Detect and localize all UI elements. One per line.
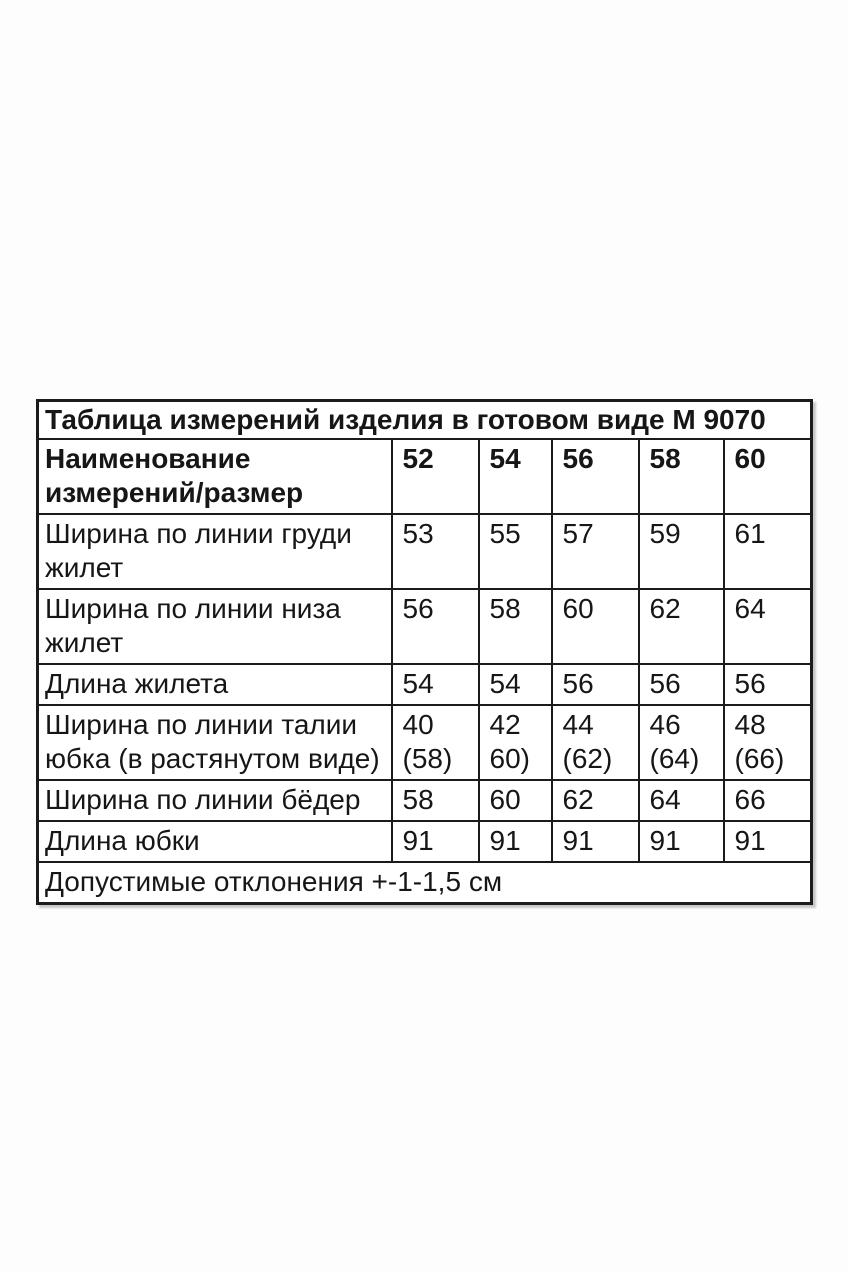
cell-value: 91 (552, 821, 639, 862)
header-size-58: 58 (639, 439, 724, 514)
cell-value: 53 (392, 514, 479, 589)
cell-value: 61 (724, 514, 812, 589)
cell-value: 91 (724, 821, 812, 862)
cell-value: 44 (62) (552, 705, 639, 780)
cell-value: 58 (479, 589, 552, 664)
table-row-waist-width-skirt (38, 705, 812, 780)
header-size-56: 56 (552, 439, 639, 514)
cell-value: 54 (479, 664, 552, 705)
cell-value: 42 60) (479, 705, 552, 780)
header-size-54: 54 (479, 439, 552, 514)
table-header-row (38, 439, 812, 514)
cell-value: 91 (392, 821, 479, 862)
cell-value: 56 (639, 664, 724, 705)
cell-value: 64 (639, 780, 724, 821)
cell-value: 59 (639, 514, 724, 589)
cell-value: 91 (639, 821, 724, 862)
table-title: Таблица измерений изделия в готовом виде М 9070 (38, 401, 812, 440)
cell-value: 56 (392, 589, 479, 664)
row-label: Ширина по линии груди жилет (38, 514, 392, 589)
cell-value: 66 (724, 780, 812, 821)
header-size-52: 52 (392, 439, 479, 514)
table-title-row (38, 401, 812, 440)
cell-value: 56 (552, 664, 639, 705)
table-row-hip-width (38, 780, 812, 821)
row-label: Длина юбки (38, 821, 392, 862)
row-label: Длина жилета (38, 664, 392, 705)
table-row-skirt-length (38, 821, 812, 862)
cell-value: 55 (479, 514, 552, 589)
header-size-60: 60 (724, 439, 812, 514)
cell-value: 57 (552, 514, 639, 589)
cell-value: 56 (724, 664, 812, 705)
cell-value: 64 (724, 589, 812, 664)
table-row-chest-width-vest (38, 514, 812, 589)
tolerance-note: Допустимые отклонения +-1-1,5 см (38, 862, 812, 904)
row-label: Ширина по линии бёдер (38, 780, 392, 821)
header-name-label: Наименование измерений/размер (38, 439, 392, 514)
cell-value: 48 (66) (724, 705, 812, 780)
cell-value: 40 (58) (392, 705, 479, 780)
table-footer-row (38, 862, 812, 904)
cell-value: 54 (392, 664, 479, 705)
measurement-table (36, 399, 813, 905)
cell-value: 58 (392, 780, 479, 821)
cell-value: 62 (552, 780, 639, 821)
cell-value: 60 (552, 589, 639, 664)
row-label: Ширина по линии низа жилет (38, 589, 392, 664)
table-row-vest-length (38, 664, 812, 705)
cell-value: 46 (64) (639, 705, 724, 780)
table-row-hem-width-vest (38, 589, 812, 664)
cell-value: 62 (639, 589, 724, 664)
cell-value: 91 (479, 821, 552, 862)
row-label: Ширина по линии талии юбка (в растянутом виде) (38, 705, 392, 780)
cell-value: 60 (479, 780, 552, 821)
